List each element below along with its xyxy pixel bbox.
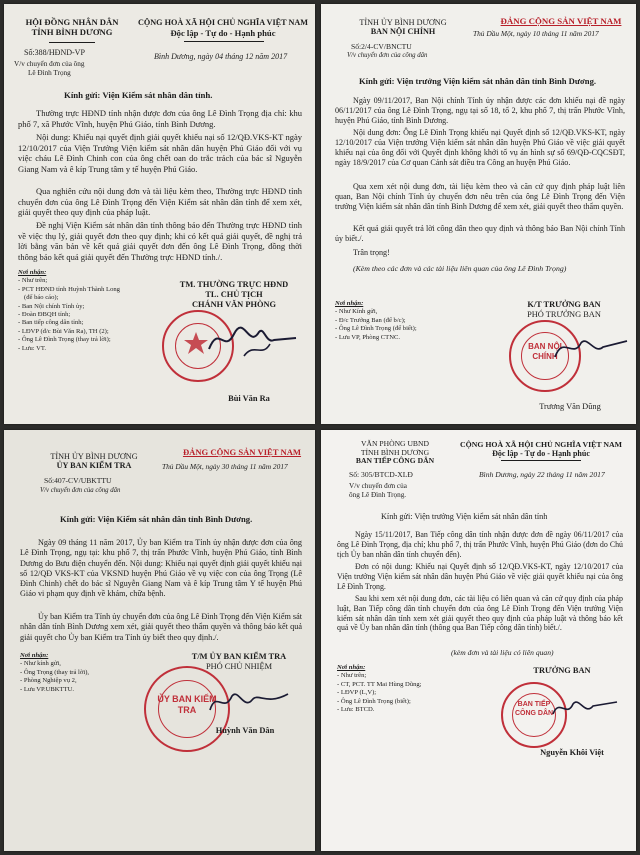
body-paragraph: Đề nghị Viện Kiểm sát nhân dân tỉnh thông báo đến Thường trực HĐND tỉnh về việc thụ lý, giải quyết đơn theo quy định; khi có kết quả giải quyết, đề nghị trả lời bằng văn bản về kết quả giải quyết đơn đến ông Lê Đình Trọng, đồng thời thông báo kết quả giải quyết đến Thường trực HĐND tỉnh./.: [18, 220, 302, 262]
body-paragraph: Ủy ban Kiểm tra Tỉnh ủy chuyển đơn của ông Lê Đình Trọng đến Viện Kiểm sát nhân dân tỉnh Bình Dương xem xét, giải quyết theo thẩm quyền và thông báo kết quả giải quyết cho Ủy ban Kiểm tra Tỉnh ủy biết theo quy định./.: [20, 612, 302, 642]
handwritten-signature: [204, 314, 304, 364]
signature-block: TM. THƯỜNG TRỰC HĐND TL. CHỦ TỊCH CHÁNH VĂN PHÒNG: [179, 280, 289, 309]
signature-block: T/M ỦY BAN KIỂM TRA PHÓ CHỦ NHIỆM: [191, 652, 287, 671]
issuing-agency: TỈNH ỦY BÌNH DƯƠNG ỦY BAN KIỂM TRA: [50, 452, 138, 471]
issuing-agency: VĂN PHÒNG UBND TỈNH BÌNH DƯƠNG BAN TIẾP CÔNG DÂN: [355, 439, 435, 466]
document-date: Thủ Dầu Một, ngày 10 tháng 11 năm 2017: [473, 29, 599, 38]
body-paragraph: Ngày 09/11/2017, Ban Nội chính Tỉnh ủy nhận được các đơn khiếu nại đề ngày 06/11/2017 của ông Lê Đình Trọng, ngụ tại số 18, tổ 2, khu phố 7, thị trấn Phước Vĩnh, huyện Phú Giáo, tỉnh Bình Dương.: [335, 96, 625, 125]
document-uy-ban-kiem-tra-letter: [4, 430, 315, 851]
seal-text: BAN NỘI CHÍNH: [528, 342, 562, 361]
signer-name: Huỳnh Văn Dân: [215, 726, 275, 735]
document-number: Số: 305/BTCD-XLĐ: [349, 470, 413, 479]
body-paragraph: Ngày 09 tháng 11 năm 2017, Ủy ban Kiểm tra Tỉnh ủy nhận được đơn của ông Lê Đình Trọng, ngụ tại: khu phố 7, thị trấn Phước Vĩnh, huyện Phú Giáo, tỉnh Bình Dương do Bưu điện chuyển đến. Nội dung: Khiếu nại quyết định giải quyết khiếu nại số 12/QĐ VKS-KT của VKSND huyện Phú Giáo về vụ việc con của ông Trọng (Lê Đình Chinh) chết do bác sĩ Nguyễn Giang Nam và ê kíp Trung tâm Y tế huyện Phú Giáo vi phạm quy định về khám, chữa bệnh.: [20, 538, 302, 599]
seal-text: ỦY BAN KIỂM TRA: [157, 694, 217, 715]
body-paragraph: Qua nghiên cứu nội dung đơn và tài liệu kèm theo, Thường trực HĐND tỉnh chuyển đơn của ông Lê Đình Trọng đến Viện Kiểm sát nhân dân tỉnh để xem xét, giải quyết theo quy định của pháp luật.: [18, 186, 302, 217]
document-subject: V/v chuyển đơn của công dân: [347, 52, 428, 59]
recipient-line: Kính gửi: Viện trưởng Viện kiểm sát nhân dân tỉnh Bình Dương.: [359, 76, 597, 86]
signer-name: Nguyễn Khôi Việt: [540, 748, 604, 757]
body-paragraph: Qua xem xét nội dung đơn, tài liệu kèm theo và căn cứ quy định pháp luật liên quan, Ban Nội chính Tỉnh ủy chuyển đơn nêu trên của ông Lê Đình Trọng đến Viện trưởng Viện kiểm sát nhân dân tỉnh Bình Dương để xem xét, giải quyết theo thẩm quyền.: [335, 182, 625, 211]
signature-block: K/T TRƯỞNG BAN PHÓ TRƯỞNG BAN: [527, 300, 601, 319]
signature-block: TRƯỞNG BAN: [533, 666, 591, 675]
recipients-list: Nơi nhận: - Như trên; - PCT HĐND tỉnh Huỳnh Thành Long (để báo cáo); - Ban Nội chính Tỉnh ủy; - Đoàn ĐBQH tỉnh; - Ban tiếp công dân tỉnh; - LĐVP (đ/c Bùi Văn Ra), TH (2); - Ông Lê Đình Trọng (thay trả lời); - Lưu: VT.: [18, 269, 120, 352]
divider: [184, 41, 264, 42]
handwritten-signature: [204, 680, 294, 724]
closing-regards: Trân trọng!: [353, 248, 390, 257]
document-date: Bình Dương, ngày 04 tháng 12 năm 2017: [154, 52, 288, 61]
body-paragraph: Thường trực HĐND tỉnh nhận được đơn của ông Lê Đình Trọng địa chỉ: khu phố 7, xã Phước Vĩnh, huyện Phú Giáo, tỉnh Bình Dương.: [18, 108, 302, 129]
recipient-line: Kính gửi: Viện Kiểm sát nhân dân tỉnh.: [64, 90, 213, 100]
body-paragraph: Nội dung đơn: Ông Lê Đình Trọng khiếu nại Quyết định số 12/QĐ.VKS-KT, ngày 12/10/2017 của Viện trưởng Viện kiểm sát nhân dân huyện Phú Giáo về việc giải quyết khiếu nại của ông đối với Quyết định không khởi tố vụ án hình sự số 69/QĐ-CQCSĐT, ngày 18/9/2017 của Cơ quan Cảnh sát điều tra Công an huyện Phú Giáo.: [335, 128, 625, 167]
document-hdnd-letter: [4, 4, 315, 424]
document-subject: V/v chuyển đơn của ông Lê Đình Trọng: [14, 60, 85, 77]
issuing-agency: HỘI ĐỒNG NHÂN DÂN TỈNH BÌNH DƯƠNG: [25, 17, 119, 37]
signer-name: Trương Văn Dũng: [539, 402, 601, 411]
document-ban-noi-chinh-letter: [321, 4, 636, 424]
divider: [49, 42, 95, 43]
recipients-list: Nơi nhận: - Như trên; - CT, PCT. TT Mai Hùng Dũng; - LĐVP (L,V); - Ông Lê Đình Trọng (biết); - Lưu: BTCD.: [337, 664, 422, 714]
recipient-line: Kính gửi: Viện trưởng Viện kiểm sát nhân dân tỉnh: [381, 512, 548, 521]
attachment-note: (kèm đơn và tài liệu có liên quan): [451, 648, 554, 657]
attachment-note: (Kèm theo các đơn và các tài liệu liên quan của ông Lê Đình Trọng): [353, 264, 567, 273]
seal-text: BAN TIẾP CÔNG DÂN: [514, 701, 554, 717]
recipients-list: Nơi nhận: - Như kính gửi, - Ông Trọng (thay trả lời), - Phòng Nghiệp vụ 2, - Lưu VP.UBKTTU.: [20, 652, 90, 693]
recipients-list: Nơi nhận: - Như Kính gửi, - Đ/c Trưởng Ban (để b/c); - Ông Lê Đình Trọng (để biết); - Lưu VP, Phòng CTNC.: [335, 300, 417, 341]
handwritten-signature: [551, 329, 631, 369]
document-subject: V/v chuyển đơn của công dân: [40, 487, 121, 494]
document-date: Bình Dương, ngày 22 tháng 11 năm 2017: [479, 470, 605, 479]
body-paragraph: Ngày 15/11/2017, Ban Tiếp công dân tỉnh nhận được đơn đề ngày 06/11/2017 của ông Lê Đình Trọng, địa chỉ; khu phố 7, thị trấn Phước Vĩnh, huyện Phú Giáo (đơn do Chủ tịch Ủy ban nhân dân tỉnh chuyển đến).: [337, 530, 623, 559]
body-paragraph: Nội dung: Khiếu nại quyết định giải quyết khiếu nại số 12/QĐ.VKS-KT ngày 12/10/2017 của Viện Trưởng Viện kiểm sát nhân dân huyện Phú Giáo đối với vụ việc cháu Lê Đình Chinh con của ông chết oan do trắc trách của bác sĩ Nguyễn Giang Nam và ê kíp Trung tâm y tế huyện Phú Giáo.: [18, 132, 302, 174]
document-ban-tiep-cong-dan-letter: [321, 430, 636, 851]
party-header: ĐẢNG CỘNG SẢN VIỆT NAM: [500, 16, 622, 26]
signer-name: Bùi Văn Ra: [228, 394, 270, 403]
national-header: CỘNG HOÀ XÃ HỘI CHỦ NGHĨA VIỆT NAM Độc lập - Tự do - Hạnh phúc: [460, 440, 622, 459]
divider: [501, 460, 581, 461]
issuing-agency: TỈNH ỦY BÌNH DƯƠNG BAN NỘI CHÍNH: [359, 18, 447, 37]
document-subject: V/v chuyển đơn của ông Lê Đình Trọng.: [349, 482, 407, 499]
document-number: Số:2/4-CV/BNCTU: [351, 42, 412, 51]
handwritten-signature: [549, 692, 621, 726]
body-paragraph: Đơn có nội dung: Khiếu nại Quyết định số 12/QĐ.VKS-KT, ngày 12/10/2017 của Viện trưởng Viện kiểm sát nhân dân huyện Phú Giáo về việc giải quyết khiếu nại của ông Lê Đình Trọng.: [337, 562, 623, 591]
document-date: Thủ Dầu Một, ngày 30 tháng 11 năm 2017: [162, 462, 288, 471]
party-header: ĐẢNG CỘNG SẢN VIỆT NAM: [182, 447, 302, 457]
document-number: Số:388/HĐND-VP: [24, 48, 85, 57]
body-paragraph: Sau khi xem xét nội dung đơn, các tài liệu có liên quan và căn cứ quy định của pháp luật, Ban Tiếp công dân tỉnh chuyển đơn của ông Lê Đình Trọng đến Viện trưởng Viện kiểm sát nhân dân tỉnh xem xét giải quyết theo quy định của pháp luật và thông báo kết quả về Ủy ban nhân dân tỉnh (thông qua Ban Tiếp công dân tỉnh) biết./.: [337, 594, 623, 633]
recipient-line: Kính gửi: Viện Kiểm sát nhân dân tỉnh Bình Dương.: [60, 514, 253, 524]
document-number: Số:407-CV/UBKTTU: [44, 476, 112, 485]
national-header: CỘNG HOÀ XÃ HỘI CHỦ NGHĨA VIỆT NAM Độc lập - Tự do - Hạnh phúc: [137, 18, 309, 38]
body-paragraph: Kết quả giải quyết trả lời công dân theo quy định và thông báo Ban Nội chính Tỉnh ủy biết./.: [335, 224, 625, 243]
